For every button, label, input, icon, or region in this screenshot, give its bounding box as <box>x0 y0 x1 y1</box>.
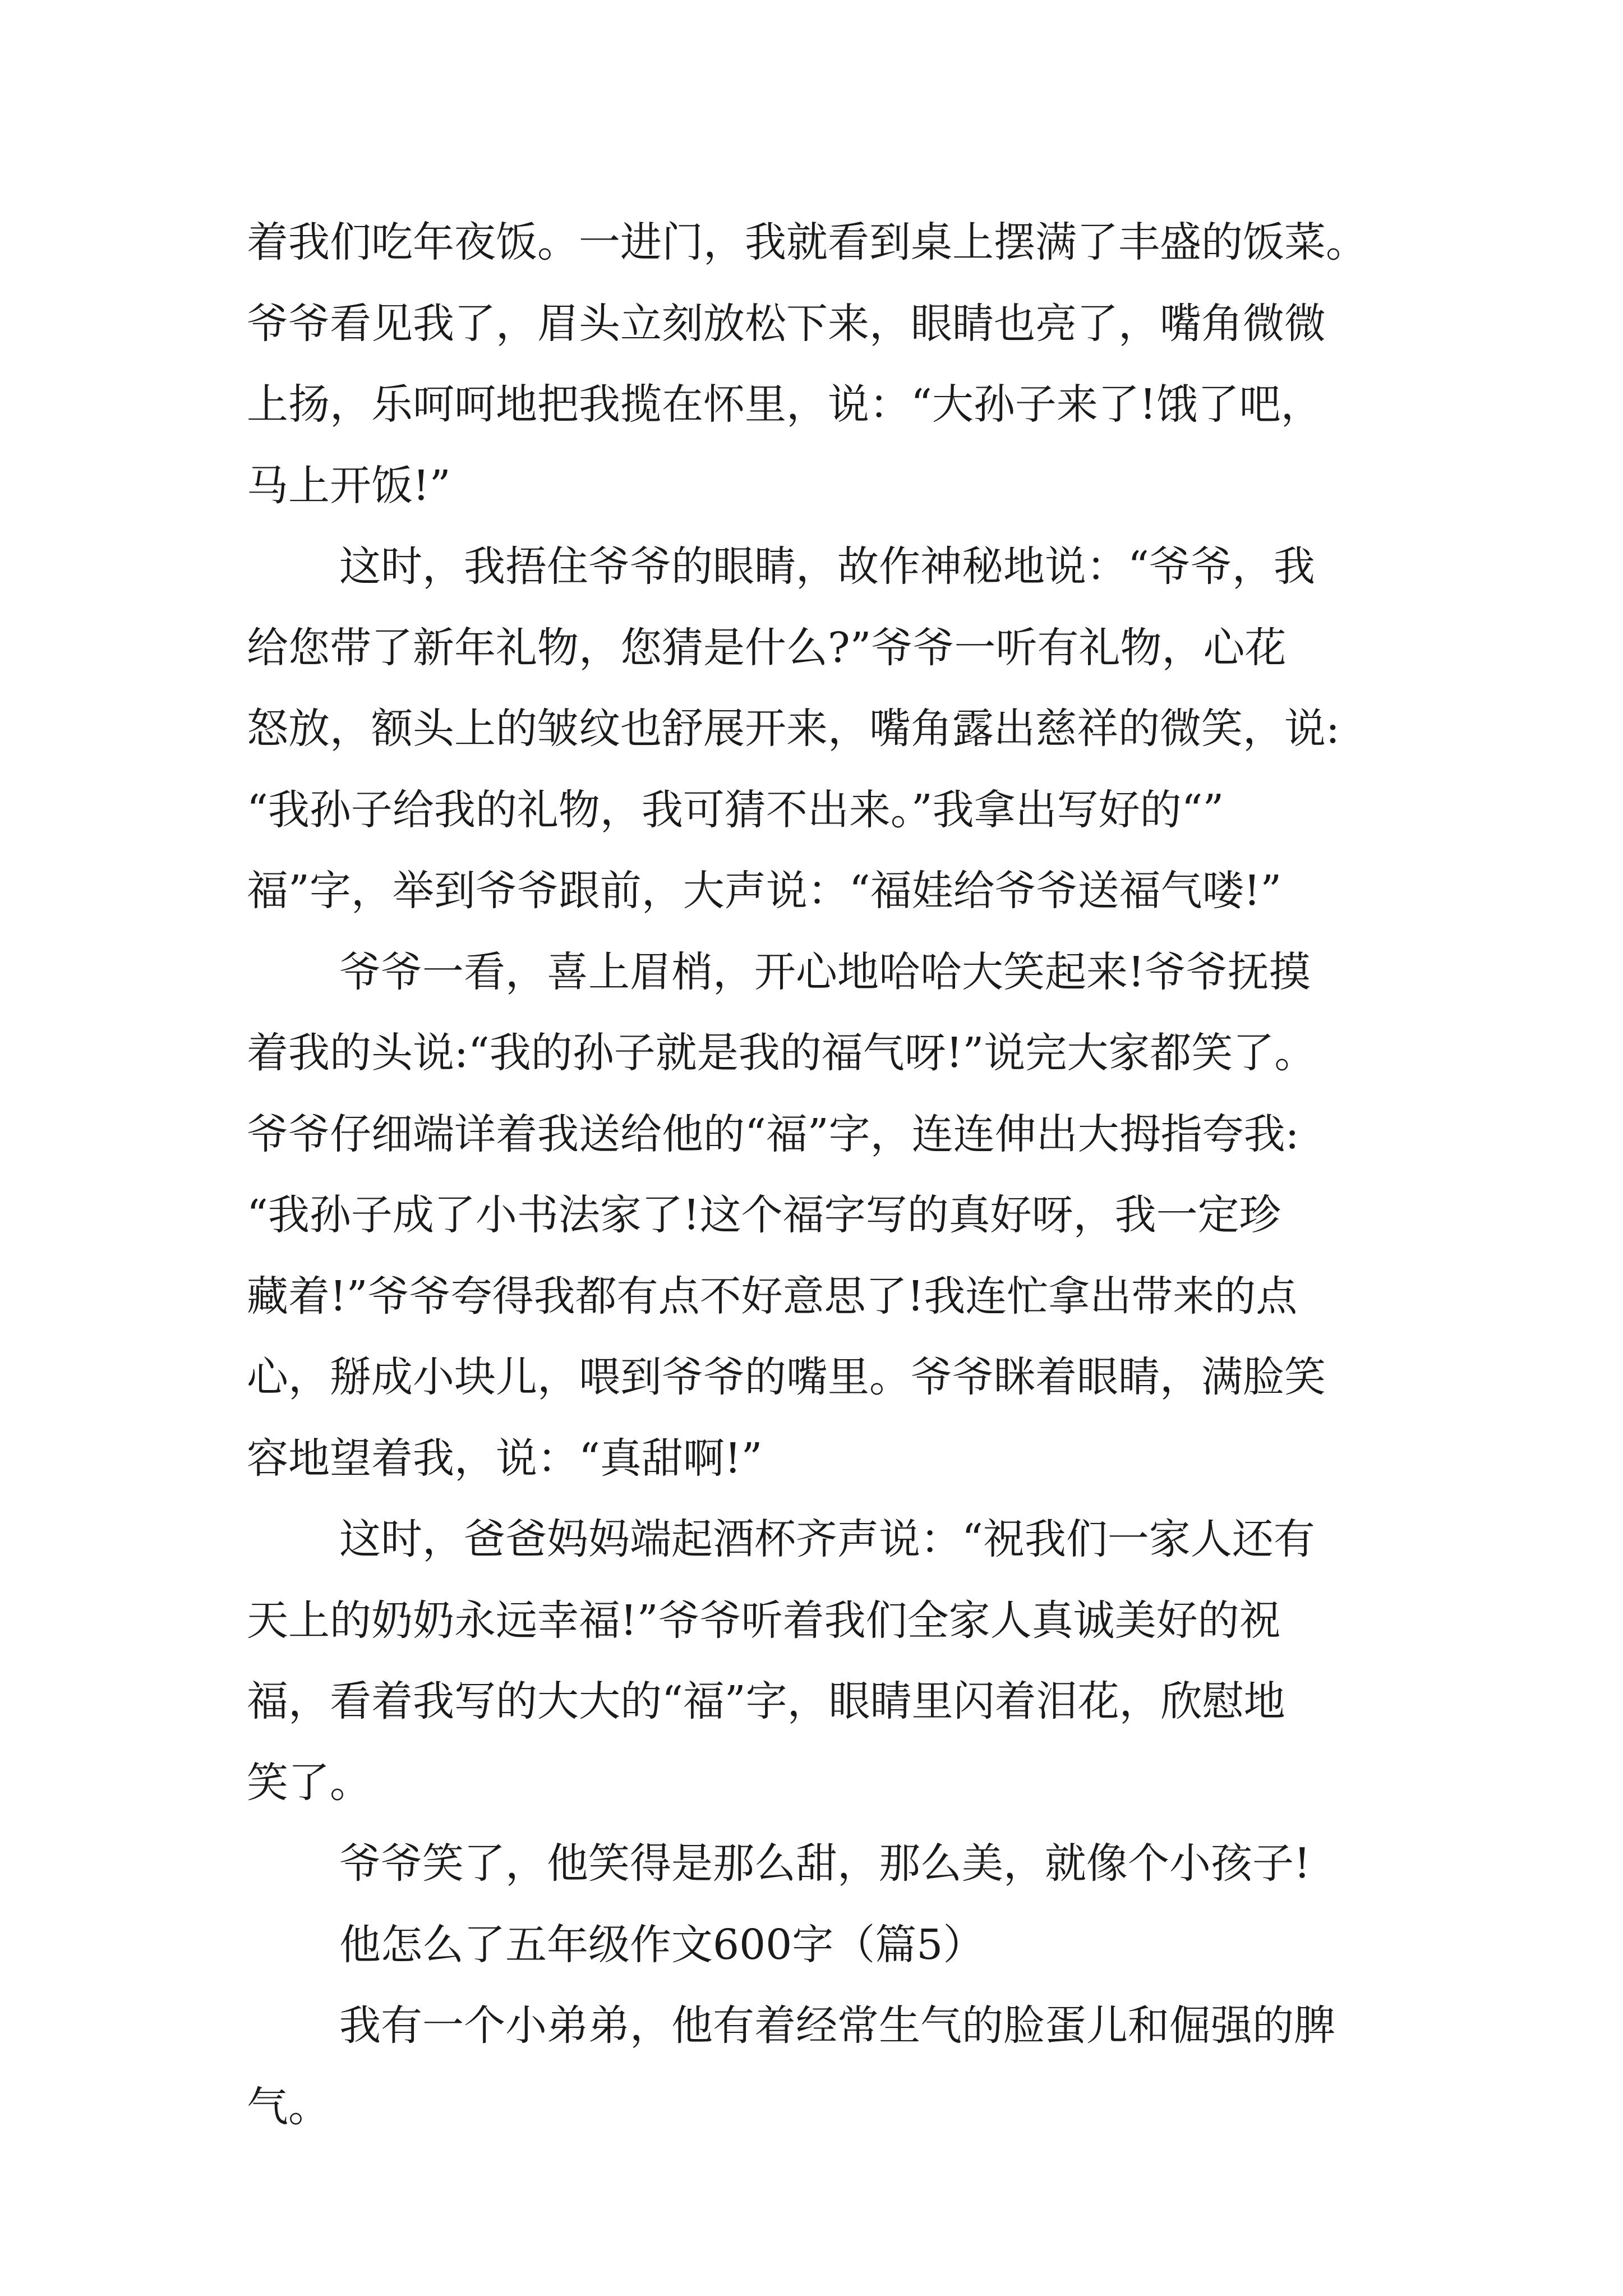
paragraph-first-line: 我有一个小弟弟，他有着经常生气的脸蛋儿和倔强的脾 <box>339 2001 1335 2050</box>
text-line: 笑了。 <box>247 1759 371 1807</box>
paragraph-first-line: 爷爷笑了，他笑得是那么甜，那么美，就像个小孩子! <box>339 1839 1311 1888</box>
text-line: 着我们吃年夜饭。一进门，我就看到桌上摆满了丰盛的饭菜。 <box>247 218 1367 266</box>
section-heading: 他怎么了五年级作文600字（篇5） <box>339 1921 985 1969</box>
text-line: 给您带了新年礼物，您猜是什么?”爷爷一听有礼物，心花 <box>247 624 1287 672</box>
text-line: 怒放，额头上的皱纹也舒展开来，嘴角露出慈祥的微笑，说: <box>247 705 1340 753</box>
text-line: 福”字，举到爷爷跟前，大声说：“福娃给爷爷送福气喽!” <box>247 867 1282 915</box>
text-line: 爷爷看见我了，眉头立刻放松下来，眼睛也亮了，嘴角微微 <box>247 300 1326 348</box>
text-line: 心，掰成小块儿，喂到爷爷的嘴里。爷爷眯着眼睛，满脸笑 <box>247 1353 1326 1401</box>
paragraph-first-line: 爷爷一看，喜上眉梢，开心地哈哈大笑起来!爷爷抚摸 <box>339 948 1311 996</box>
text-line: 容地望着我，说：“真甜啊!” <box>247 1434 763 1483</box>
paragraph-first-line: 这时，爸爸妈妈端起酒杯齐声说：“祝我们一家人还有 <box>339 1515 1315 1563</box>
text-line: 爷爷仔细端详着我送给他的“福”字，连连伸出大拇指夸我: <box>247 1110 1299 1158</box>
text-line: 天上的奶奶永远幸福!”爷爷听着我们全家人真诚美好的祝 <box>247 1596 1281 1645</box>
text-line: “我孙子成了小书法家了!这个福字写的真好呀，我一定珍 <box>247 1191 1281 1239</box>
text-line: 上扬，乐呵呵地把我揽在怀里，说：“大孙子来了!饿了吧， <box>247 380 1322 429</box>
paragraph-first-line: 这时，我捂住爷爷的眼睛，故作神秘地说：“爷爷，我 <box>339 542 1315 591</box>
text-line: 福，看着我写的大大的“福”字，眼睛里闪着泪花，欣慰地 <box>247 1677 1285 1726</box>
text-line: 马上开饭!” <box>247 462 451 510</box>
text-line: 气。 <box>247 2083 330 2131</box>
text-line: 着我的头说:“我的孙子就是我的福气呀!”说完大家都笑了。 <box>247 1029 1316 1077</box>
text-line: 藏着!”爷爷夸得我都有点不好意思了!我连忙拿出带来的点 <box>247 1272 1298 1320</box>
text-line: “我孙子给我的礼物，我可猜不出来。”我拿出写好的“” <box>247 786 1224 834</box>
